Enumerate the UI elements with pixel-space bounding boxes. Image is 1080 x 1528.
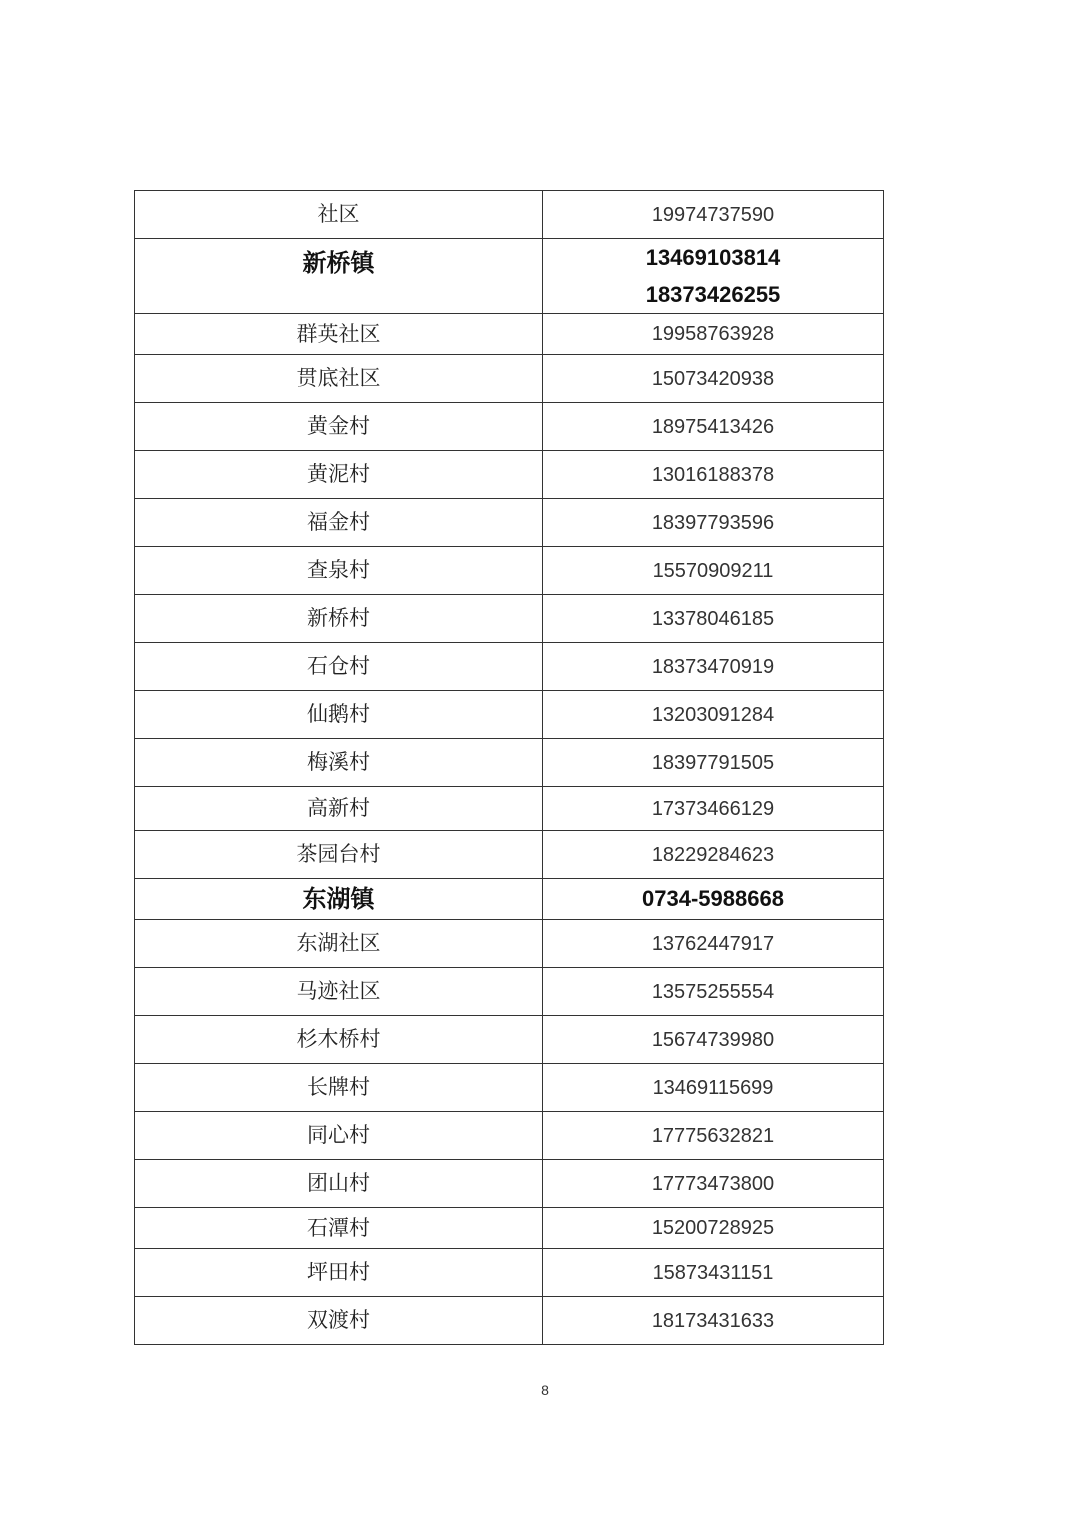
phone-number: 13378046185 xyxy=(543,595,884,643)
phone-number: 18975413426 xyxy=(543,403,884,451)
table-row xyxy=(135,314,884,355)
unit-name: 长牌村 xyxy=(135,1064,543,1112)
phone-number: 18373470919 xyxy=(543,643,884,691)
contact-table xyxy=(134,190,884,1345)
phone-number: 13469103814 xyxy=(645,245,781,270)
town-name: 新桥镇 xyxy=(302,248,375,277)
table-row xyxy=(135,1208,884,1249)
town-row xyxy=(135,879,884,920)
page-number: 8 xyxy=(541,1382,549,1398)
table-row xyxy=(135,355,884,403)
phone-number: 13762447917 xyxy=(543,920,884,968)
table-row xyxy=(135,739,884,787)
table-row xyxy=(135,691,884,739)
phone-number: 15873431151 xyxy=(543,1249,884,1297)
town-phone-cell xyxy=(543,239,884,314)
table-row xyxy=(135,499,884,547)
unit-name: 高新村 xyxy=(135,787,543,831)
phone-number: 13575255554 xyxy=(543,968,884,1016)
phone-number: 13469115699 xyxy=(543,1064,884,1112)
table-row xyxy=(135,1112,884,1160)
table-row xyxy=(135,968,884,1016)
table-row xyxy=(135,547,884,595)
unit-name: 坪田村 xyxy=(135,1249,543,1297)
table-row xyxy=(135,787,884,831)
unit-name: 仙鹅村 xyxy=(135,691,543,739)
phone-number: 13203091284 xyxy=(543,691,884,739)
unit-name: 贯底社区 xyxy=(135,355,543,403)
table-row xyxy=(135,403,884,451)
phone-number: 18373426255 xyxy=(645,282,781,307)
table-row xyxy=(135,1064,884,1112)
unit-name: 黄泥村 xyxy=(135,451,543,499)
phone-number: 15570909211 xyxy=(543,547,884,595)
phone-number: 15073420938 xyxy=(543,355,884,403)
phone-number: 17773473800 xyxy=(543,1160,884,1208)
table-row xyxy=(135,595,884,643)
phone-number: 15674739980 xyxy=(543,1016,884,1064)
phone-number: 18173431633 xyxy=(543,1297,884,1345)
table-row xyxy=(135,1016,884,1064)
phone-number: 19958763928 xyxy=(543,314,884,355)
phone-number: 18397793596 xyxy=(543,499,884,547)
table-row xyxy=(135,451,884,499)
unit-name: 团山村 xyxy=(135,1160,543,1208)
table-row xyxy=(135,191,884,239)
unit-name: 梅溪村 xyxy=(135,739,543,787)
town-name-cell xyxy=(135,239,543,314)
phone-number: 18229284623 xyxy=(543,831,884,879)
phone-number: 0734-5988668 xyxy=(543,879,884,920)
table-row xyxy=(135,1160,884,1208)
unit-name: 双渡村 xyxy=(135,1297,543,1345)
unit-name: 新桥村 xyxy=(135,595,543,643)
unit-name: 杉木桥村 xyxy=(135,1016,543,1064)
table-row xyxy=(135,1249,884,1297)
unit-name: 石仓村 xyxy=(135,643,543,691)
phone-number: 17775632821 xyxy=(543,1112,884,1160)
unit-name: 社区 xyxy=(135,191,543,239)
unit-name: 群英社区 xyxy=(135,314,543,355)
unit-name: 东湖社区 xyxy=(135,920,543,968)
table-row xyxy=(135,920,884,968)
phone-number: 19974737590 xyxy=(543,191,884,239)
table-row xyxy=(135,643,884,691)
phone-number: 15200728925 xyxy=(543,1208,884,1249)
table-row xyxy=(135,1297,884,1345)
unit-name: 马迹社区 xyxy=(135,968,543,1016)
unit-name: 福金村 xyxy=(135,499,543,547)
town-row xyxy=(135,239,884,314)
phone-number: 18397791505 xyxy=(543,739,884,787)
town-name: 东湖镇 xyxy=(135,879,543,920)
unit-name: 同心村 xyxy=(135,1112,543,1160)
phone-number: 13016188378 xyxy=(543,451,884,499)
unit-name: 黄金村 xyxy=(135,403,543,451)
unit-name: 石潭村 xyxy=(135,1208,543,1249)
table-row xyxy=(135,831,884,879)
unit-name: 茶园台村 xyxy=(135,831,543,879)
phone-number: 17373466129 xyxy=(543,787,884,831)
unit-name: 查泉村 xyxy=(135,547,543,595)
